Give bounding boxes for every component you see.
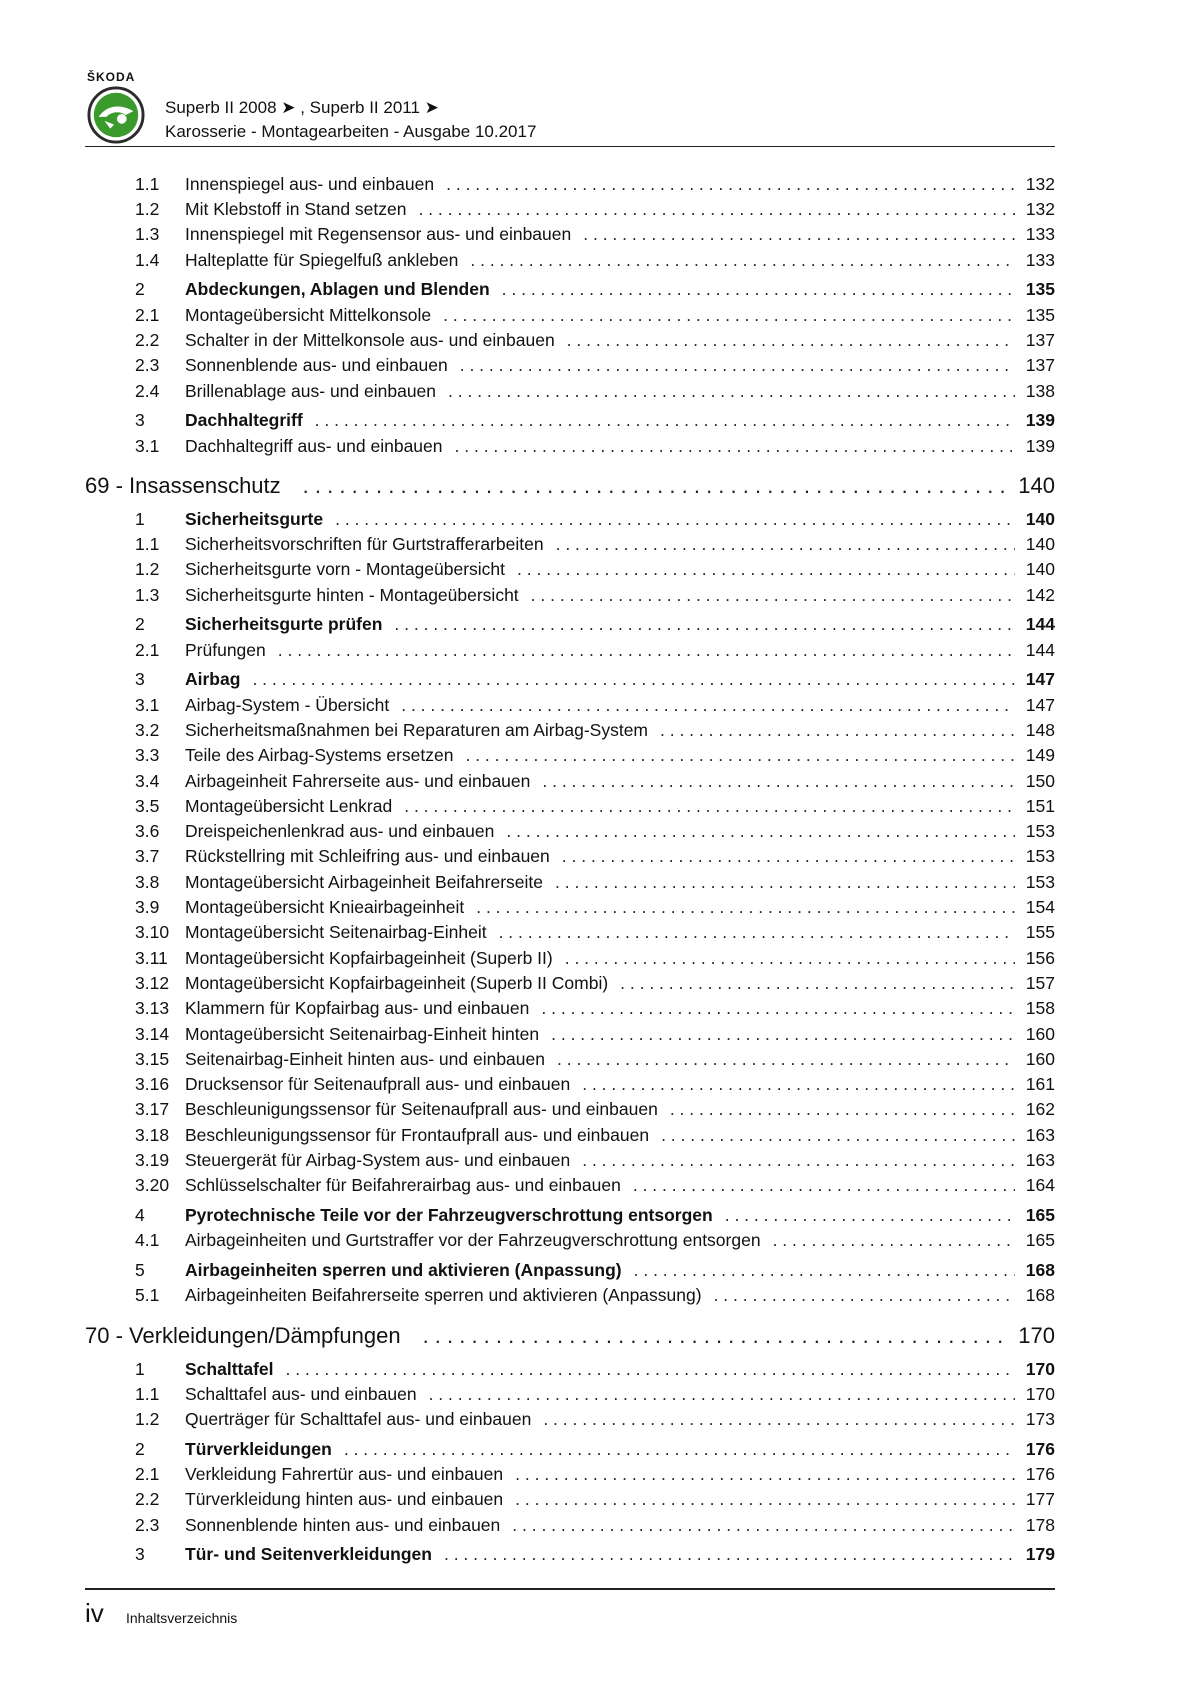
toc-section-number: 2 bbox=[135, 279, 145, 300]
toc-entry-title: Montageübersicht Knieairbageinheit bbox=[185, 897, 465, 918]
toc-dot-leader bbox=[344, 1441, 1015, 1459]
toc-row[interactable] bbox=[85, 664, 1055, 689]
toc-entry-title: Sicherheitsmaßnahmen bei Reparaturen am Airbag-System bbox=[185, 720, 648, 740]
toc-dot-leader bbox=[515, 1466, 1015, 1484]
toc-page-number: 160 bbox=[1025, 1048, 1055, 1069]
toc-dot-leader bbox=[556, 536, 1015, 554]
toc-page-number: 140 bbox=[1025, 534, 1055, 555]
toc-page-number: 153 bbox=[1025, 846, 1055, 867]
toc-page-number: 142 bbox=[1025, 584, 1055, 605]
skoda-logo-icon bbox=[87, 86, 145, 144]
toc-entry-title: Schalter in der Mittelkonsole aus- und einbauen bbox=[185, 329, 555, 350]
toc-dot-leader bbox=[418, 201, 1015, 219]
toc-entry-title: Querträger für Schalttafel aus- und einbauen bbox=[185, 1409, 532, 1430]
toc-dot-leader bbox=[515, 1491, 1015, 1509]
toc-entry-title: Airbag bbox=[185, 669, 241, 690]
toc-entry-title: Sonnenblende hinten aus- und einbauen bbox=[185, 1514, 501, 1535]
toc-section-number: 2.2 bbox=[135, 1489, 160, 1510]
toc-dot-leader bbox=[444, 1546, 1015, 1564]
toc-section-number: 3.17 bbox=[135, 1099, 170, 1120]
toc-page-number: 156 bbox=[1025, 947, 1055, 968]
toc-row[interactable] bbox=[85, 740, 1055, 765]
toc-row[interactable] bbox=[85, 274, 1055, 299]
toc-section-number: 1 bbox=[135, 508, 145, 529]
toc-row[interactable] bbox=[85, 1254, 1055, 1279]
toc-page-number: 148 bbox=[1025, 720, 1055, 740]
document-subtitle: Karosserie - Montagearbeiten - Ausgabe 10.2017 bbox=[165, 122, 537, 141]
toc-page-number: 178 bbox=[1025, 1514, 1055, 1535]
toc-page-number: 165 bbox=[1025, 1230, 1055, 1251]
toc-page-number: 132 bbox=[1025, 173, 1055, 194]
toc-row[interactable] bbox=[85, 1458, 1055, 1483]
toc-section-number: 2.4 bbox=[135, 380, 160, 401]
toc-dot-leader bbox=[517, 561, 1015, 579]
toc-page-number: 158 bbox=[1025, 998, 1055, 1019]
header-divider bbox=[85, 146, 1055, 147]
toc-row[interactable] bbox=[85, 1378, 1055, 1403]
toc-entry-title: Türverkleidung hinten aus- und einbauen bbox=[185, 1489, 504, 1510]
toc-page-number: 170 bbox=[1025, 1383, 1055, 1404]
toc-dot-leader bbox=[565, 950, 1015, 968]
toc-row[interactable] bbox=[85, 168, 1055, 193]
toc-section-number: 3 bbox=[135, 1544, 145, 1565]
toc-dot-leader bbox=[315, 412, 1015, 430]
toc-section-number: 3.4 bbox=[135, 770, 160, 791]
toc-row[interactable] bbox=[85, 1509, 1055, 1534]
toc-row[interactable] bbox=[85, 324, 1055, 349]
toc-dot-leader bbox=[582, 1152, 1015, 1170]
toc-section-number: 3 bbox=[135, 669, 145, 690]
toc-dot-leader bbox=[541, 1000, 1015, 1018]
toc-entry-title: Sicherheitsvorschriften für Gurtstrafferarbeiten bbox=[185, 534, 544, 555]
toc-dot-leader bbox=[476, 899, 1015, 917]
toc-page-number: 140 bbox=[1025, 559, 1055, 580]
toc-entry-title: Montageübersicht Kopfairbageinheit (Superb II Combi) bbox=[185, 972, 609, 993]
toc-section-number: 3.18 bbox=[135, 1124, 170, 1145]
toc-row[interactable] bbox=[85, 1119, 1055, 1144]
toc-entry-title: Montageübersicht Seitenairbag-Einheit bbox=[185, 922, 487, 943]
toc-page-number: 140 bbox=[1025, 508, 1055, 529]
toc-row[interactable] bbox=[85, 1199, 1055, 1224]
toc-page-number: 155 bbox=[1025, 922, 1055, 943]
toc-entry-title: Mit Klebstoff in Stand setzen bbox=[185, 199, 407, 220]
toc-dot-leader bbox=[661, 1127, 1015, 1145]
toc-section-number: 3.9 bbox=[135, 897, 160, 918]
toc-page-number: 153 bbox=[1025, 871, 1055, 892]
toc-section-number: 3.5 bbox=[135, 795, 160, 816]
toc-row[interactable] bbox=[85, 1403, 1055, 1428]
toc-dot-leader bbox=[404, 798, 1015, 816]
toc-dot-leader bbox=[401, 697, 1015, 715]
toc-row[interactable] bbox=[85, 841, 1055, 866]
toc-page-number: 133 bbox=[1025, 249, 1055, 270]
toc-dot-leader bbox=[634, 1262, 1015, 1280]
toc-entry-title: Halteplatte für Spiegelfuß ankleben bbox=[185, 249, 459, 270]
toc-dot-leader bbox=[633, 1177, 1015, 1195]
toc-entry-title: Abdeckungen, Ablagen und Blenden bbox=[185, 279, 490, 300]
toc-section-number: 2 bbox=[135, 1438, 145, 1459]
toc-section-number: 3.12 bbox=[135, 972, 170, 993]
toc-section-number: 1.1 bbox=[135, 534, 160, 555]
toc-section-number: 2.3 bbox=[135, 355, 160, 376]
toc-entry-title: Schalttafel aus- und einbauen bbox=[185, 1383, 417, 1404]
toc-entry-title: 69 - Insassenschutz bbox=[85, 473, 281, 499]
toc-dot-leader bbox=[286, 1361, 1016, 1379]
toc-entry-title: Schalttafel bbox=[185, 1358, 274, 1379]
toc-dot-leader bbox=[773, 1232, 1015, 1250]
toc-section-number: 2.1 bbox=[135, 304, 160, 325]
toc-section-number: 3.11 bbox=[135, 947, 168, 968]
toc-section-number: 1.1 bbox=[135, 173, 160, 194]
toc-entry-title: Innenspiegel aus- und einbauen bbox=[185, 173, 435, 194]
toc-dot-leader bbox=[542, 773, 1015, 791]
toc-page-number: 163 bbox=[1025, 1124, 1055, 1145]
toc-dot-leader bbox=[531, 587, 1015, 605]
toc-row[interactable] bbox=[85, 1225, 1055, 1250]
toc-page-number: 140 bbox=[1018, 473, 1055, 499]
toc-row[interactable] bbox=[85, 891, 1055, 916]
toc-page-number: 168 bbox=[1025, 1285, 1055, 1306]
toc-section-number: 1.3 bbox=[135, 224, 160, 245]
toc-entry-title: Beschleunigungssensor für Frontaufprall aus- und einbauen bbox=[185, 1124, 650, 1145]
toc-chapter-row[interactable] bbox=[85, 467, 1055, 497]
toc-dot-leader bbox=[725, 1207, 1015, 1225]
toc-section-number: 1 bbox=[135, 1358, 145, 1379]
toc-row[interactable] bbox=[85, 917, 1055, 942]
toc-section-number: 2.1 bbox=[135, 639, 160, 660]
toc-dot-leader bbox=[465, 747, 1015, 765]
toc-row[interactable] bbox=[85, 193, 1055, 218]
toc-dot-leader bbox=[429, 1386, 1015, 1404]
toc-page-number: 154 bbox=[1025, 897, 1055, 918]
toc-page-number: 139 bbox=[1025, 435, 1055, 456]
footer-divider bbox=[85, 1588, 1055, 1590]
toc-entry-title: Seitenairbag-Einheit hinten aus- und einbauen bbox=[185, 1048, 545, 1069]
toc-page-number: 135 bbox=[1025, 304, 1055, 325]
toc-row[interactable] bbox=[85, 714, 1055, 739]
toc-entry-title: Sicherheitsgurte bbox=[185, 508, 324, 529]
toc-row[interactable] bbox=[85, 992, 1055, 1017]
toc-dot-leader bbox=[443, 307, 1015, 325]
toc-entry-title: 70 - Verkleidungen/Dämpfungen bbox=[85, 1322, 401, 1348]
toc-chapter-row[interactable] bbox=[85, 1317, 1055, 1347]
toc-section-number: 3.6 bbox=[135, 821, 160, 842]
toc-entry-title: Sonnenblende aus- und einbauen bbox=[185, 355, 448, 376]
toc-row[interactable] bbox=[85, 689, 1055, 714]
toc-row[interactable] bbox=[85, 1484, 1055, 1509]
toc-row[interactable] bbox=[85, 942, 1055, 967]
toc-row[interactable] bbox=[85, 634, 1055, 659]
toc-section-number: 4.1 bbox=[135, 1230, 160, 1251]
toc-row[interactable] bbox=[85, 967, 1055, 992]
toc-section-number: 3.13 bbox=[135, 998, 170, 1019]
toc-page-number: 132 bbox=[1025, 199, 1055, 220]
toc-dot-leader bbox=[499, 924, 1015, 942]
toc-page-number: 170 bbox=[1018, 1322, 1055, 1348]
toc-page-number: 173 bbox=[1025, 1409, 1055, 1430]
toc-dot-leader bbox=[335, 511, 1015, 529]
toc-section-number: 3.10 bbox=[135, 922, 170, 943]
toc-row[interactable] bbox=[85, 1094, 1055, 1119]
toc-section-number: 4 bbox=[135, 1205, 145, 1226]
toc-entry-title: Sicherheitsgurte hinten - Montageübersicht bbox=[185, 584, 519, 605]
toc-section-number: 1.2 bbox=[135, 1409, 160, 1430]
toc-entry-title: Montageübersicht Airbageinheit Beifahrerseite bbox=[185, 871, 543, 892]
toc-dot-leader bbox=[394, 616, 1015, 634]
toc-dot-leader bbox=[555, 874, 1015, 892]
toc-row[interactable] bbox=[85, 1068, 1055, 1093]
toc-dot-leader bbox=[551, 1026, 1015, 1044]
toc-section-number: 3.1 bbox=[135, 435, 160, 456]
toc-row[interactable] bbox=[85, 1144, 1055, 1169]
toc-section-number: 1.2 bbox=[135, 559, 160, 580]
toc-row[interactable] bbox=[85, 375, 1055, 400]
toc-section-number: 2.1 bbox=[135, 1464, 160, 1485]
toc-entry-title: Beschleunigungssensor für Seitenaufprall aus- und einbauen bbox=[185, 1099, 658, 1120]
toc-section-number: 1.3 bbox=[135, 584, 160, 605]
toc-section-number: 2.3 bbox=[135, 1514, 160, 1535]
page-header bbox=[87, 70, 1055, 148]
toc-dot-leader bbox=[543, 1411, 1015, 1429]
toc-row[interactable] bbox=[85, 528, 1055, 553]
toc-page-number: 165 bbox=[1025, 1205, 1055, 1226]
toc-section-number: 3.7 bbox=[135, 846, 160, 867]
toc-dot-leader bbox=[562, 848, 1015, 866]
toc-dot-leader bbox=[470, 252, 1015, 270]
toc-entry-title: Sicherheitsgurte prüfen bbox=[185, 614, 383, 635]
toc-section-number: 5.1 bbox=[135, 1285, 160, 1306]
document-title: Superb II 2008 ➤ , Superb II 2011 ➤ bbox=[165, 98, 439, 117]
toc-dot-leader bbox=[512, 1517, 1015, 1535]
toc-section-number: 1.2 bbox=[135, 199, 160, 220]
toc-row[interactable] bbox=[85, 1043, 1055, 1068]
toc-row[interactable] bbox=[85, 299, 1055, 324]
toc-entry-title: Drucksensor für Seitenaufprall aus- und einbauen bbox=[185, 1074, 571, 1095]
table-of-contents bbox=[85, 168, 1055, 1564]
toc-row[interactable] bbox=[85, 866, 1055, 891]
toc-entry-title: Klammern für Kopfairbag aus- und einbauen bbox=[185, 998, 530, 1019]
toc-dot-leader bbox=[660, 722, 1015, 740]
toc-section-number: 3.15 bbox=[135, 1048, 170, 1069]
toc-page-number: 170 bbox=[1025, 1358, 1055, 1379]
toc-page-number: 179 bbox=[1025, 1544, 1055, 1565]
toc-entry-title: Airbageinheiten Beifahrerseite sperren und aktivieren (Anpassung) bbox=[185, 1285, 702, 1306]
toc-page-number: 176 bbox=[1025, 1464, 1055, 1485]
toc-section-number: 3.16 bbox=[135, 1074, 170, 1095]
toc-row[interactable] bbox=[85, 244, 1055, 269]
toc-page-number: 177 bbox=[1025, 1489, 1055, 1510]
toc-entry-title: Innenspiegel mit Regensensor aus- und einbauen bbox=[185, 224, 572, 245]
toc-row[interactable] bbox=[85, 815, 1055, 840]
toc-row[interactable] bbox=[85, 1018, 1055, 1043]
toc-page-number: 151 bbox=[1025, 795, 1055, 816]
toc-row[interactable] bbox=[85, 1280, 1055, 1305]
toc-page-number: 137 bbox=[1025, 355, 1055, 376]
toc-entry-title: Montageübersicht Kopfairbageinheit (Superb II) bbox=[185, 947, 553, 968]
footer-section-title: Inhaltsverzeichnis bbox=[126, 1610, 238, 1626]
toc-section-number: 1.4 bbox=[135, 249, 160, 270]
toc-entry-title: Airbageinheit Fahrerseite aus- und einbauen bbox=[185, 770, 531, 791]
toc-dot-leader bbox=[620, 975, 1015, 993]
toc-entry-title: Verkleidung Fahrertür aus- und einbauen bbox=[185, 1464, 504, 1485]
toc-row[interactable] bbox=[85, 430, 1055, 455]
toc-row[interactable] bbox=[85, 404, 1055, 429]
toc-page-number: 144 bbox=[1025, 614, 1055, 635]
toc-row[interactable] bbox=[85, 609, 1055, 634]
toc-dot-leader bbox=[448, 383, 1015, 401]
toc-page-number: 144 bbox=[1025, 639, 1055, 660]
toc-page-number: 163 bbox=[1025, 1150, 1055, 1171]
toc-dot-leader bbox=[506, 823, 1015, 841]
toc-section-number: 3.14 bbox=[135, 1023, 170, 1044]
toc-page-number: 161 bbox=[1025, 1074, 1055, 1095]
toc-entry-title: Steuergerät für Airbag-System aus- und einbauen bbox=[185, 1150, 571, 1171]
toc-entry-title: Türverkleidungen bbox=[185, 1438, 332, 1459]
toc-page-number: 160 bbox=[1025, 1023, 1055, 1044]
toc-row[interactable] bbox=[85, 503, 1055, 528]
toc-section-number: 2 bbox=[135, 614, 145, 635]
toc-entry-title: Dachhaltegriff aus- und einbauen bbox=[185, 435, 443, 456]
toc-page-number: 133 bbox=[1025, 224, 1055, 245]
toc-dot-leader bbox=[460, 357, 1015, 375]
toc-dot-leader bbox=[278, 642, 1015, 660]
toc-entry-title: Montageübersicht Mittelkonsole bbox=[185, 304, 432, 325]
toc-dot-leader bbox=[567, 332, 1015, 350]
toc-page-number: 153 bbox=[1025, 821, 1055, 842]
toc-entry-title: Pyrotechnische Teile vor der Fahrzeugverschrottung entsorgen bbox=[185, 1205, 713, 1226]
toc-section-number: 2.2 bbox=[135, 329, 160, 350]
toc-entry-title: Montageübersicht Lenkrad bbox=[185, 795, 393, 816]
toc-entry-title: Teile des Airbag-Systems ersetzen bbox=[185, 745, 454, 766]
toc-entry-title: Airbag-System - Übersicht bbox=[185, 694, 390, 715]
toc-section-number: 3.20 bbox=[135, 1175, 170, 1196]
toc-dot-leader bbox=[583, 226, 1015, 244]
toc-section-number: 5 bbox=[135, 1260, 145, 1281]
toc-dot-leader bbox=[455, 438, 1015, 456]
footer-page-number: iv bbox=[85, 1598, 104, 1628]
toc-dot-leader bbox=[557, 1051, 1015, 1069]
toc-section-number: 3.8 bbox=[135, 871, 160, 892]
toc-entry-title: Sicherheitsgurte vorn - Montageübersicht bbox=[185, 559, 506, 580]
toc-row[interactable] bbox=[85, 765, 1055, 790]
toc-page-number: 147 bbox=[1025, 694, 1055, 715]
toc-entry-title: Brillenablage aus- und einbauen bbox=[185, 380, 437, 401]
toc-section-number: 3.1 bbox=[135, 694, 160, 715]
toc-row[interactable] bbox=[85, 1170, 1055, 1195]
toc-dot-leader bbox=[423, 1325, 1007, 1347]
toc-dot-leader bbox=[303, 475, 1007, 497]
toc-entry-title: Dachhaltegriff bbox=[185, 410, 303, 431]
toc-page-number: 162 bbox=[1025, 1099, 1055, 1120]
toc-dot-leader bbox=[714, 1287, 1015, 1305]
toc-row[interactable] bbox=[85, 219, 1055, 244]
toc-page-number: 138 bbox=[1025, 380, 1055, 401]
toc-entry-title: Dreispeichenlenkrad aus- und einbauen bbox=[185, 821, 495, 842]
toc-page-number: 150 bbox=[1025, 770, 1055, 791]
toc-entry-title: Schlüsselschalter für Beifahrerairbag aus- und einbauen bbox=[185, 1175, 621, 1196]
toc-section-number: 1.1 bbox=[135, 1383, 160, 1404]
toc-page-number: 157 bbox=[1025, 972, 1055, 993]
toc-section-number: 3.2 bbox=[135, 720, 160, 740]
toc-row[interactable] bbox=[85, 1433, 1055, 1458]
toc-dot-leader bbox=[446, 176, 1015, 194]
toc-section-number: 3 bbox=[135, 410, 145, 431]
toc-row[interactable] bbox=[85, 790, 1055, 815]
toc-row[interactable] bbox=[85, 579, 1055, 604]
toc-row[interactable] bbox=[85, 1353, 1055, 1378]
toc-dot-leader bbox=[502, 281, 1015, 299]
toc-dot-leader bbox=[670, 1101, 1015, 1119]
toc-row[interactable] bbox=[85, 554, 1055, 579]
toc-dot-leader bbox=[582, 1076, 1015, 1094]
toc-entry-title: Rückstellring mit Schleifring aus- und einbauen bbox=[185, 846, 550, 867]
toc-entry-title: Tür- und Seitenverkleidungen bbox=[185, 1544, 432, 1565]
toc-entry-title: Airbageinheiten und Gurtstraffer vor der Fahrzeugverschrottung entsorgen bbox=[185, 1230, 761, 1251]
toc-entry-title: Prüfungen bbox=[185, 639, 266, 660]
toc-page-number: 147 bbox=[1025, 669, 1055, 690]
toc-page-number: 164 bbox=[1025, 1175, 1055, 1196]
toc-page-number: 135 bbox=[1025, 279, 1055, 300]
toc-page-number: 176 bbox=[1025, 1438, 1055, 1459]
toc-page-number: 149 bbox=[1025, 745, 1055, 766]
toc-page-number: 139 bbox=[1025, 410, 1055, 431]
toc-section-number: 3.3 bbox=[135, 745, 160, 766]
brand-name: ŠKODA bbox=[87, 70, 136, 84]
toc-dot-leader bbox=[252, 671, 1015, 689]
toc-page-number: 168 bbox=[1025, 1260, 1055, 1281]
toc-row[interactable] bbox=[85, 1539, 1055, 1564]
toc-entry-title: Airbageinheiten sperren und aktivieren (Anpassung) bbox=[185, 1260, 622, 1281]
toc-section-number: 3.19 bbox=[135, 1150, 170, 1171]
toc-entry-title: Montageübersicht Seitenairbag-Einheit hinten bbox=[185, 1023, 540, 1044]
toc-row[interactable] bbox=[85, 349, 1055, 374]
toc-page-number: 137 bbox=[1025, 329, 1055, 350]
